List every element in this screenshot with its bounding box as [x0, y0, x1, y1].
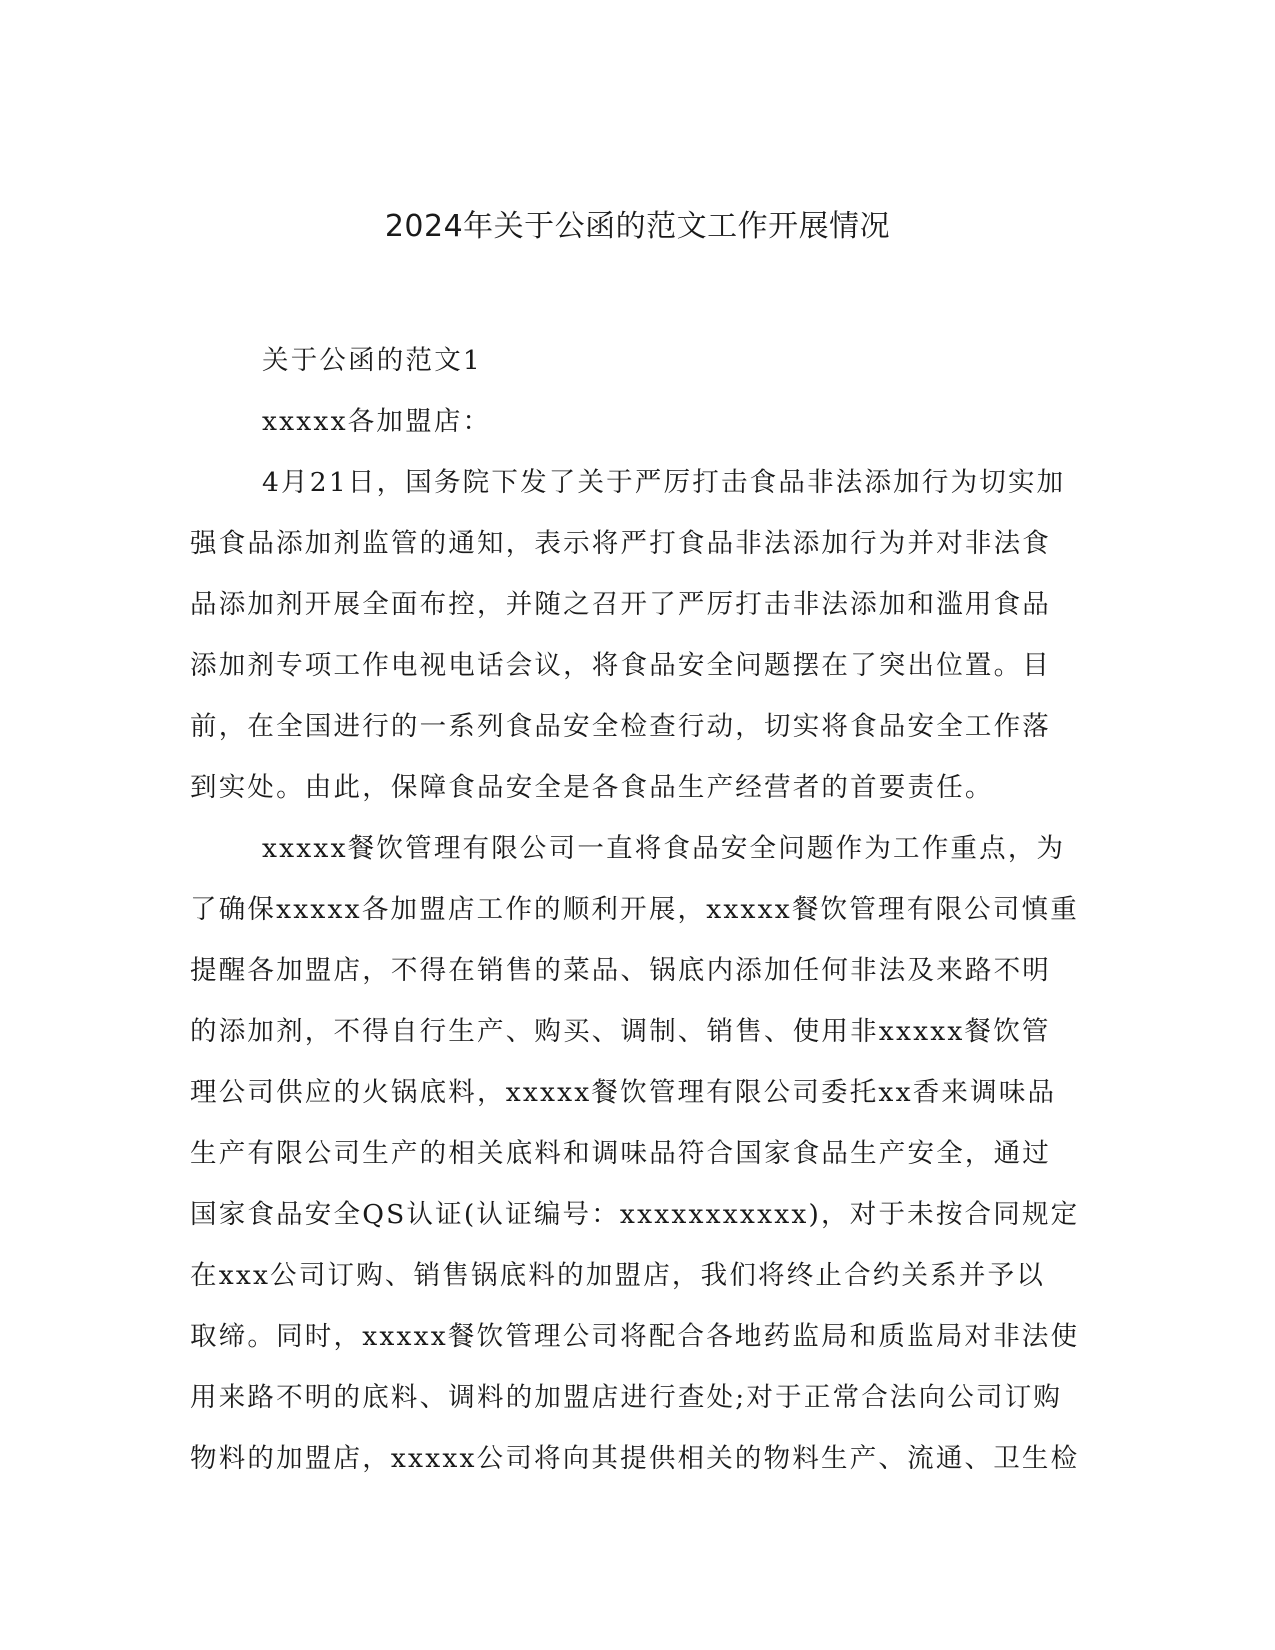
paragraph-1-line: 强食品添加剂监管的通知，表示将严打食品非法添加行为并对非法食: [190, 528, 1051, 559]
document-title: 2024年关于公函的范文工作开展情况: [384, 209, 891, 244]
paragraph-2-line: 物料的加盟店，xxxxx公司将向其提供相关的物料生产、流通、卫生检: [190, 1443, 1080, 1474]
paragraph-2-line: 理公司供应的火锅底料，xxxxx餐饮管理有限公司委托xx香来调味品: [190, 1077, 1057, 1108]
paragraph-1-line: 添加剂专项工作电视电话会议，将食品安全问题摆在了突出位置。目: [190, 650, 1051, 681]
paragraph-2-line: 的添加剂，不得自行生产、购买、调制、销售、使用非xxxxx餐饮管: [190, 1016, 1051, 1047]
paragraph-2-line: 在xxx公司订购、销售锅底料的加盟店，我们将终止合约关系并予以: [190, 1260, 1046, 1291]
paragraph-1-line: 4月21日，国务院下发了关于严厉打击食品非法添加行为切实加: [262, 467, 1066, 498]
paragraph-2-line: 生产有限公司生产的相关底料和调味品符合国家食品生产安全，通过: [190, 1138, 1051, 1169]
paragraph-2-line: 用来路不明的底料、调料的加盟店进行查处;对于正常合法向公司订购: [190, 1382, 1063, 1413]
paragraph-1-line: 前，在全国进行的一系列食品安全检查行动，切实将食品安全工作落: [190, 711, 1051, 742]
paragraph-2-line: 国家食品安全QS认证(认证编号：xxxxxxxxxxx)，对于未按合同规定: [190, 1199, 1080, 1230]
paragraph-2-line: xxxxx餐饮管理有限公司一直将食品安全问题作为工作重点，为: [262, 833, 1066, 864]
document-body: [190, 330, 1090, 1489]
paragraph-1-line: 到实处。由此，保障食品安全是各食品生产经营者的首要责任。: [190, 772, 994, 803]
paragraph-2-line: 取缔。同时，xxxxx餐饮管理公司将配合各地药监局和质监局对非法使: [190, 1321, 1080, 1352]
paragraph-2-line: 提醒各加盟店，不得在销售的菜品、锅底内添加任何非法及来路不明: [190, 955, 1051, 986]
paragraph-2-line: 了确保xxxxx各加盟店工作的顺利开展，xxxxx餐饮管理有限公司慎重: [190, 894, 1079, 925]
paragraph-1-line: 品添加剂开展全面布控，并随之召开了严厉打击非法添加和滥用食品: [190, 589, 1051, 620]
salutation: xxxxx各加盟店：: [262, 406, 492, 437]
section-heading: 关于公函的范文1: [262, 345, 482, 376]
